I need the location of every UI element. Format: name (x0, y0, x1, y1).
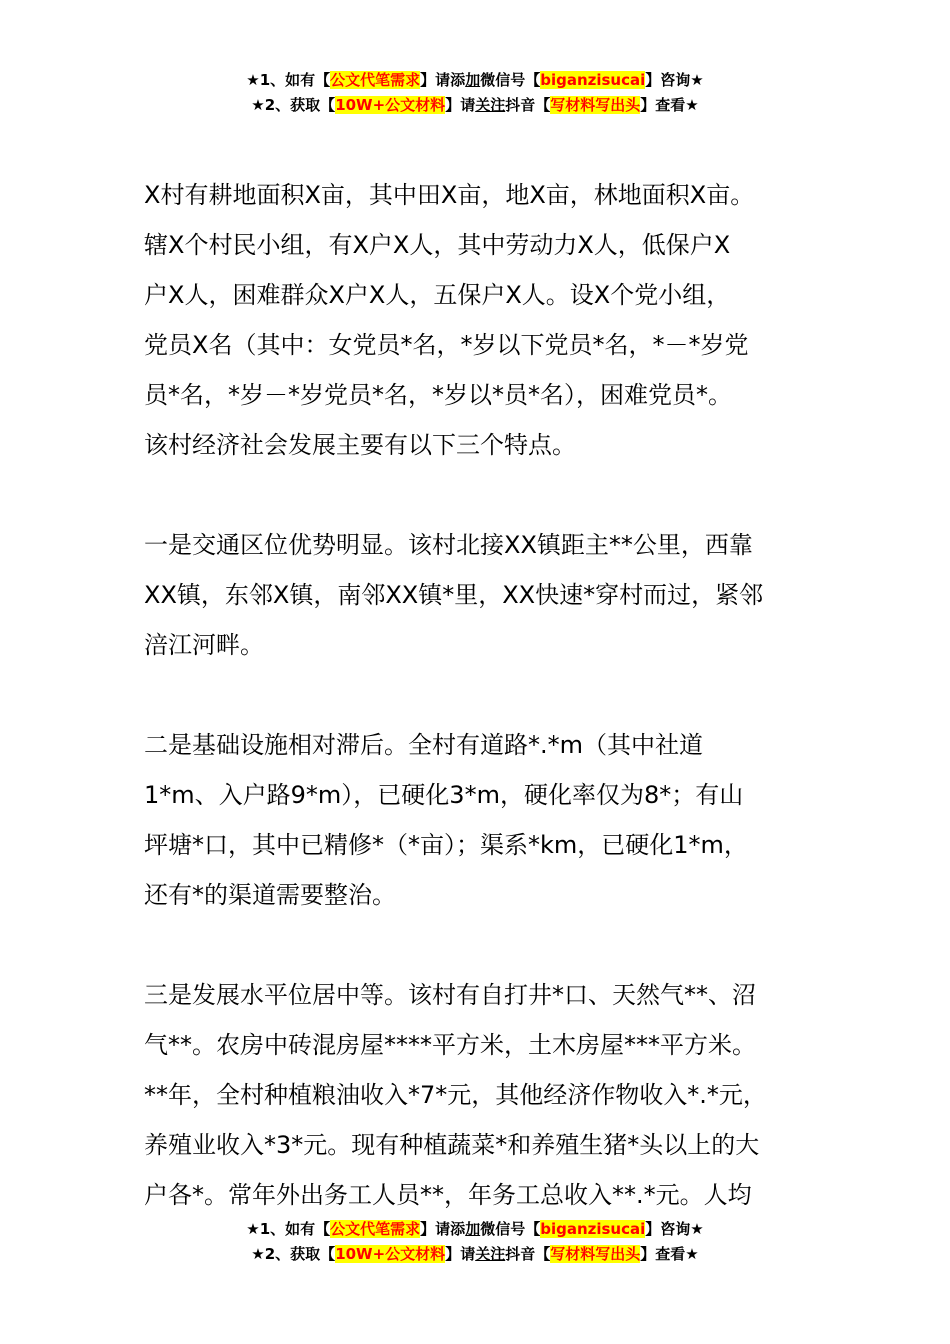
banner-text: 抖音【 (505, 96, 551, 114)
banner-text: 抖音【 (505, 1245, 551, 1263)
banner-text: 】请添 (420, 71, 466, 89)
paragraph-transport: 一是交通区位优势明显。该村北接XX镇距主**公里，西靠 XX镇，东邻X镇，南邻XX镇*里，XX快速*穿村而过，紧邻 涪江河畔。 (144, 531, 764, 659)
highlight-service: 公文代笔需求 (330, 71, 421, 89)
paragraph-intro: X村有耕地面积X亩，其中田X亩，地X亩，林地面积X亩。 辖X个村民小组，有X户X人，其中劳动力X人，低保户X 户X人，困难群众X户X人，五保户X人。设X个党小组， 党员X名（其中：女党员*名，*岁以下党员*名，*－*岁党 员*名，*岁－*岁党员*名，*岁以*员*名），困难党员*。 该村经济社会发展主要有以下三个特点。 (144, 181, 755, 459)
paragraph-development: 三是发展水平位居中等。该村有自打井*口、天然气**、沼 气**。农房中砖混房屋****平方米，土木房屋***平方米。 **年，全村种植粮油收入*7*元，其他经济作物收入*.*元， 养殖业收入*3*元。现有种植蔬菜*和养殖生猪*头以上的大 户各*。常年外出务工人员**，年务工总收入**.*元。人均 (144, 981, 767, 1209)
banner-text: 】查看★ (640, 96, 699, 114)
highlight-wechat-id: biganzisucai (540, 1220, 646, 1238)
highlight-wechat-id: biganzisucai (540, 71, 646, 89)
banner-text: ★2、获取【 (251, 96, 336, 114)
banner-text: ★1、如有【 (246, 71, 331, 89)
underlined-text: 关注 (475, 1245, 506, 1263)
footer-banner (0, 1217, 950, 1267)
banner-line-1 (0, 1217, 950, 1242)
banner-text: 】咨询★ (645, 71, 704, 89)
banner-text: 】请 (445, 96, 476, 114)
banner-line-1 (0, 68, 950, 93)
highlight-service: 公文代笔需求 (330, 1220, 421, 1238)
banner-text: ★1、如有【 (246, 1220, 331, 1238)
underlined-text: 关注 (475, 96, 506, 114)
document-body (144, 170, 824, 1270)
highlight-douyin: 写材料写出头 (550, 1245, 641, 1263)
banner-text: 】请 (445, 1245, 476, 1263)
header-banner (0, 68, 950, 118)
banner-text: 】查看★ (640, 1245, 699, 1263)
highlight-materials: 10W+公文材料 (335, 96, 446, 114)
banner-text: 微信号【 (480, 1220, 541, 1238)
paragraph-infrastructure: 二是基础设施相对滞后。全村有道路*.*m（其中社道 1*m、入户路9*m），已硬化3*m，硬化率仅为8*；有山 坪塘*口，其中已精修*（*亩）；渠系*km，已硬化1*m， 还有*的渠道需要整治。 (144, 731, 748, 909)
banner-text: ★2、获取【 (251, 1245, 336, 1263)
banner-text: 】咨询★ (645, 1220, 704, 1238)
banner-text: 微信号【 (480, 71, 541, 89)
banner-text: 】请添 (420, 1220, 466, 1238)
banner-line-2 (0, 1242, 950, 1267)
highlight-douyin: 写材料写出头 (550, 96, 641, 114)
underlined-text: 加 (465, 1220, 481, 1238)
banner-line-2 (0, 93, 950, 118)
highlight-materials: 10W+公文材料 (335, 1245, 446, 1263)
underlined-text: 加 (465, 71, 481, 89)
